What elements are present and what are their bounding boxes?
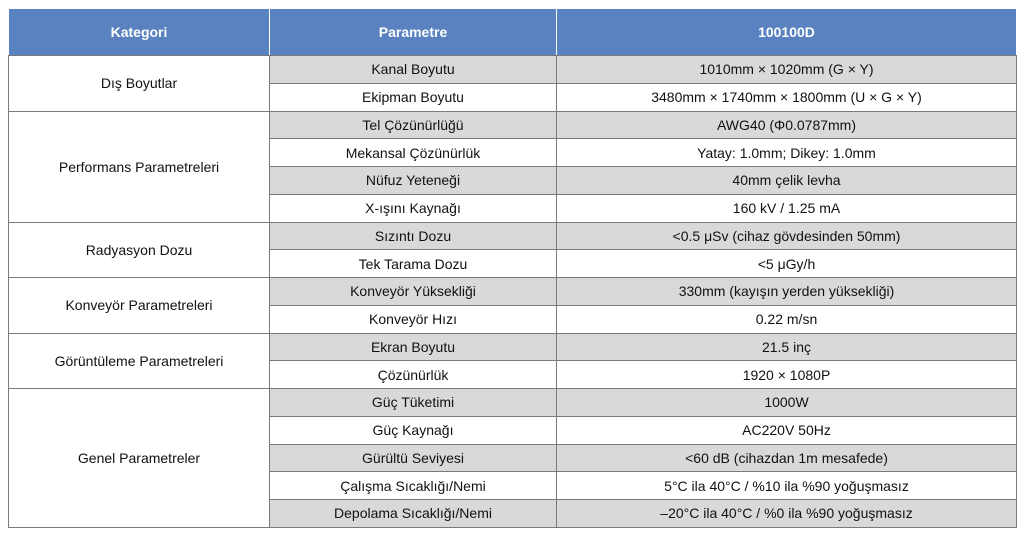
category-cell: Konveyör Parametreleri (9, 278, 270, 334)
category-cell: Dış Boyutlar (9, 56, 270, 112)
parameter-cell: Gürültü Seviyesi (270, 444, 557, 472)
parameter-cell: Güç Tüketimi (270, 389, 557, 417)
table-header (9, 9, 1017, 56)
parameter-cell: Kanal Boyutu (270, 56, 557, 84)
spec-table (8, 8, 1017, 528)
category-cell: Performans Parametreleri (9, 111, 270, 222)
value-cell: 21.5 inç (557, 333, 1017, 361)
parameter-cell: Nüfuz Yeteneği (270, 167, 557, 195)
header-category: Kategori (9, 9, 270, 56)
parameter-cell: Sızıntı Dozu (270, 222, 557, 250)
parameter-cell: Çalışma Sıcaklığı/Nemi (270, 472, 557, 500)
table-row (9, 333, 1017, 361)
parameter-cell: Tel Çözünürlüğü (270, 111, 557, 139)
value-cell: 1920 × 1080P (557, 361, 1017, 389)
value-cell: AC220V 50Hz (557, 416, 1017, 444)
table-row (9, 56, 1017, 84)
table-row (9, 111, 1017, 139)
category-cell: Genel Parametreler (9, 389, 270, 528)
parameter-cell: Çözünürlük (270, 361, 557, 389)
value-cell: 3480mm × 1740mm × 1800mm (U × G × Y) (557, 83, 1017, 111)
value-cell: 40mm çelik levha (557, 167, 1017, 195)
table-row (9, 222, 1017, 250)
parameter-cell: Depolama Sıcaklığı/Nemi (270, 500, 557, 528)
parameter-cell: Güç Kaynağı (270, 416, 557, 444)
value-cell: 1010mm × 1020mm (G × Y) (557, 56, 1017, 84)
parameter-cell: Konveyör Hızı (270, 305, 557, 333)
value-cell: Yatay: 1.0mm; Dikey: 1.0mm (557, 139, 1017, 167)
value-cell: –20°C ila 40°C / %0 ila %90 yoğuşmasız (557, 500, 1017, 528)
table-row (9, 389, 1017, 417)
table-row (9, 278, 1017, 306)
parameter-cell: X-ışını Kaynağı (270, 194, 557, 222)
table-body (9, 56, 1017, 528)
parameter-cell: Ekran Boyutu (270, 333, 557, 361)
value-cell: 330mm (kayışın yerden yüksekliği) (557, 278, 1017, 306)
parameter-cell: Tek Tarama Dozu (270, 250, 557, 278)
value-cell: <5 μGy/h (557, 250, 1017, 278)
value-cell: 0.22 m/sn (557, 305, 1017, 333)
parameter-cell: Konveyör Yüksekliği (270, 278, 557, 306)
parameter-cell: Ekipman Boyutu (270, 83, 557, 111)
value-cell: <0.5 μSv (cihaz gövdesinden 50mm) (557, 222, 1017, 250)
header-parameter: Parametre (270, 9, 557, 56)
header-row (9, 9, 1017, 56)
category-cell: Radyasyon Dozu (9, 222, 270, 278)
value-cell: <60 dB (cihazdan 1m mesafede) (557, 444, 1017, 472)
header-model: 100100D (557, 9, 1017, 56)
parameter-cell: Mekansal Çözünürlük (270, 139, 557, 167)
value-cell: 5°C ila 40°C / %10 ila %90 yoğuşmasız (557, 472, 1017, 500)
value-cell: 160 kV / 1.25 mA (557, 194, 1017, 222)
value-cell: 1000W (557, 389, 1017, 417)
category-cell: Görüntüleme Parametreleri (9, 333, 270, 389)
value-cell: AWG40 (Φ0.0787mm) (557, 111, 1017, 139)
